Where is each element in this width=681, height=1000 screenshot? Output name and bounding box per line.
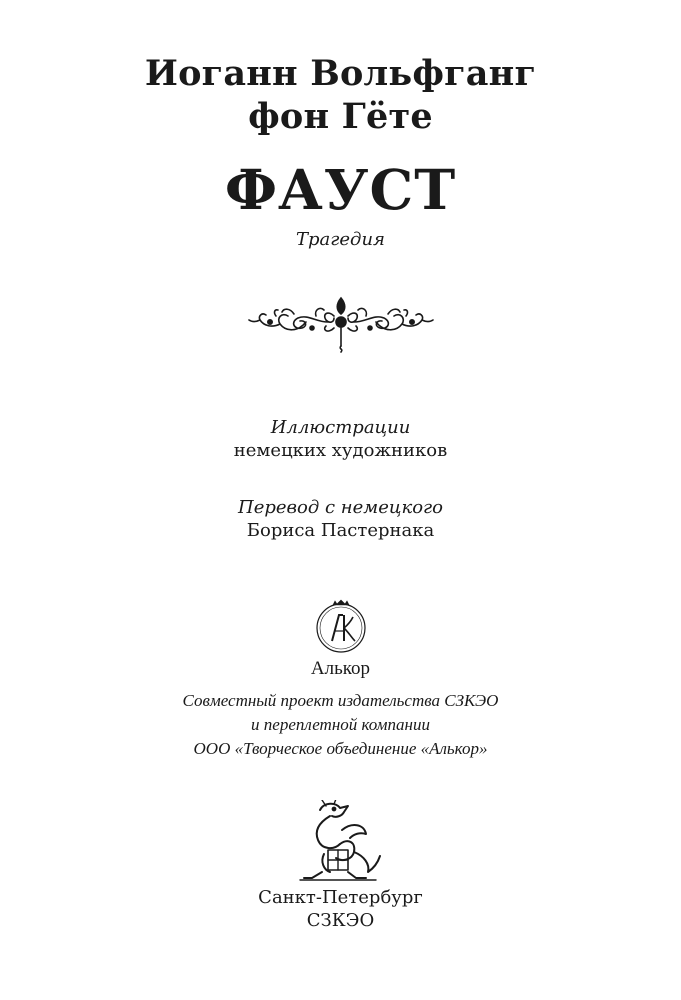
illustrations-credit [0, 416, 681, 462]
joint-project-note [0, 689, 681, 761]
floral-ornament-icon [246, 292, 436, 354]
book-title: ФАУСТ [224, 157, 457, 222]
project-line-3: ООО «Творческое объединение «Алькор» [193, 739, 488, 758]
imprint-city: Санкт-Петербург [258, 887, 423, 908]
genre-subtitle: Трагедия [296, 229, 385, 250]
project-line-1: Совместный проект издательства СЗКЭО [182, 691, 499, 710]
dragon-emblem-icon [290, 800, 385, 882]
alkor-monogram-icon [306, 597, 376, 657]
imprint-publisher: СЗКЭО [306, 910, 375, 931]
illustrations-line-1: Иллюстрации [270, 417, 411, 438]
imprint [0, 886, 681, 932]
illustrations-line-2: немецких художников [233, 440, 448, 461]
project-line-2: и переплетной компании [251, 715, 430, 734]
translation-credit [0, 496, 681, 542]
author-line-1: Иоганн Вольфганг [144, 53, 537, 94]
author-line-2: фон Гёте [248, 96, 433, 137]
translation-line-2: Бориса Пастернака [246, 520, 435, 541]
translation-line-1: Перевод с немецкого [238, 497, 443, 518]
author-name [0, 52, 681, 138]
publisher-logo-name: Алькор [310, 658, 371, 679]
